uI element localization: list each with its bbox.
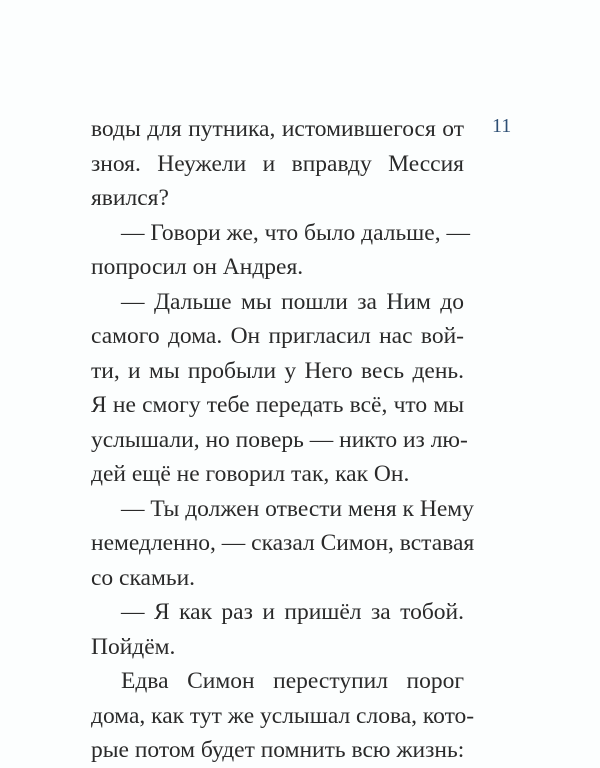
text-line: воды для путника, истомившегося от — [91, 116, 464, 142]
text-line: со скамьи. — [91, 564, 196, 591]
text-line: Пойдём. — [91, 633, 176, 660]
text-line: — Дальше мы пошли за Ним до — [121, 288, 464, 315]
text-line: — Говори же, что было дальше, — — [121, 219, 470, 246]
text-line: дей ещё не говорил так, как Он. — [91, 461, 410, 487]
text-line: дома, как тут же услышал слова, кото- — [91, 702, 475, 729]
text-line: — Я как раз и пришёл за тобой. — [121, 599, 464, 625]
text-line: попросил он Андрея. — [91, 254, 304, 280]
text-line: Едва Симон переступил порог — [121, 668, 464, 694]
text-line: рые потом будет помнить всю жизнь: — [91, 737, 465, 763]
text-line: самого дома. Он пригласил нас вой- — [91, 323, 464, 349]
text-line: ти, и мы пробыли у Него весь день. — [91, 357, 464, 384]
text-line: услышали, но поверь — никто из лю- — [91, 426, 468, 453]
page-number: 11 — [492, 115, 512, 137]
text-line: немедленно, — сказал Симон, вставая — [91, 530, 475, 556]
text-line: — Ты должен отвести меня к Нему — [121, 495, 474, 522]
text-line: зноя. Неужели и вправду Мессия — [91, 150, 464, 177]
text-line: Я не смогу тебе передать всё, что мы — [91, 392, 464, 418]
text-line: явился? — [91, 185, 169, 211]
body-text — [91, 112, 475, 768]
